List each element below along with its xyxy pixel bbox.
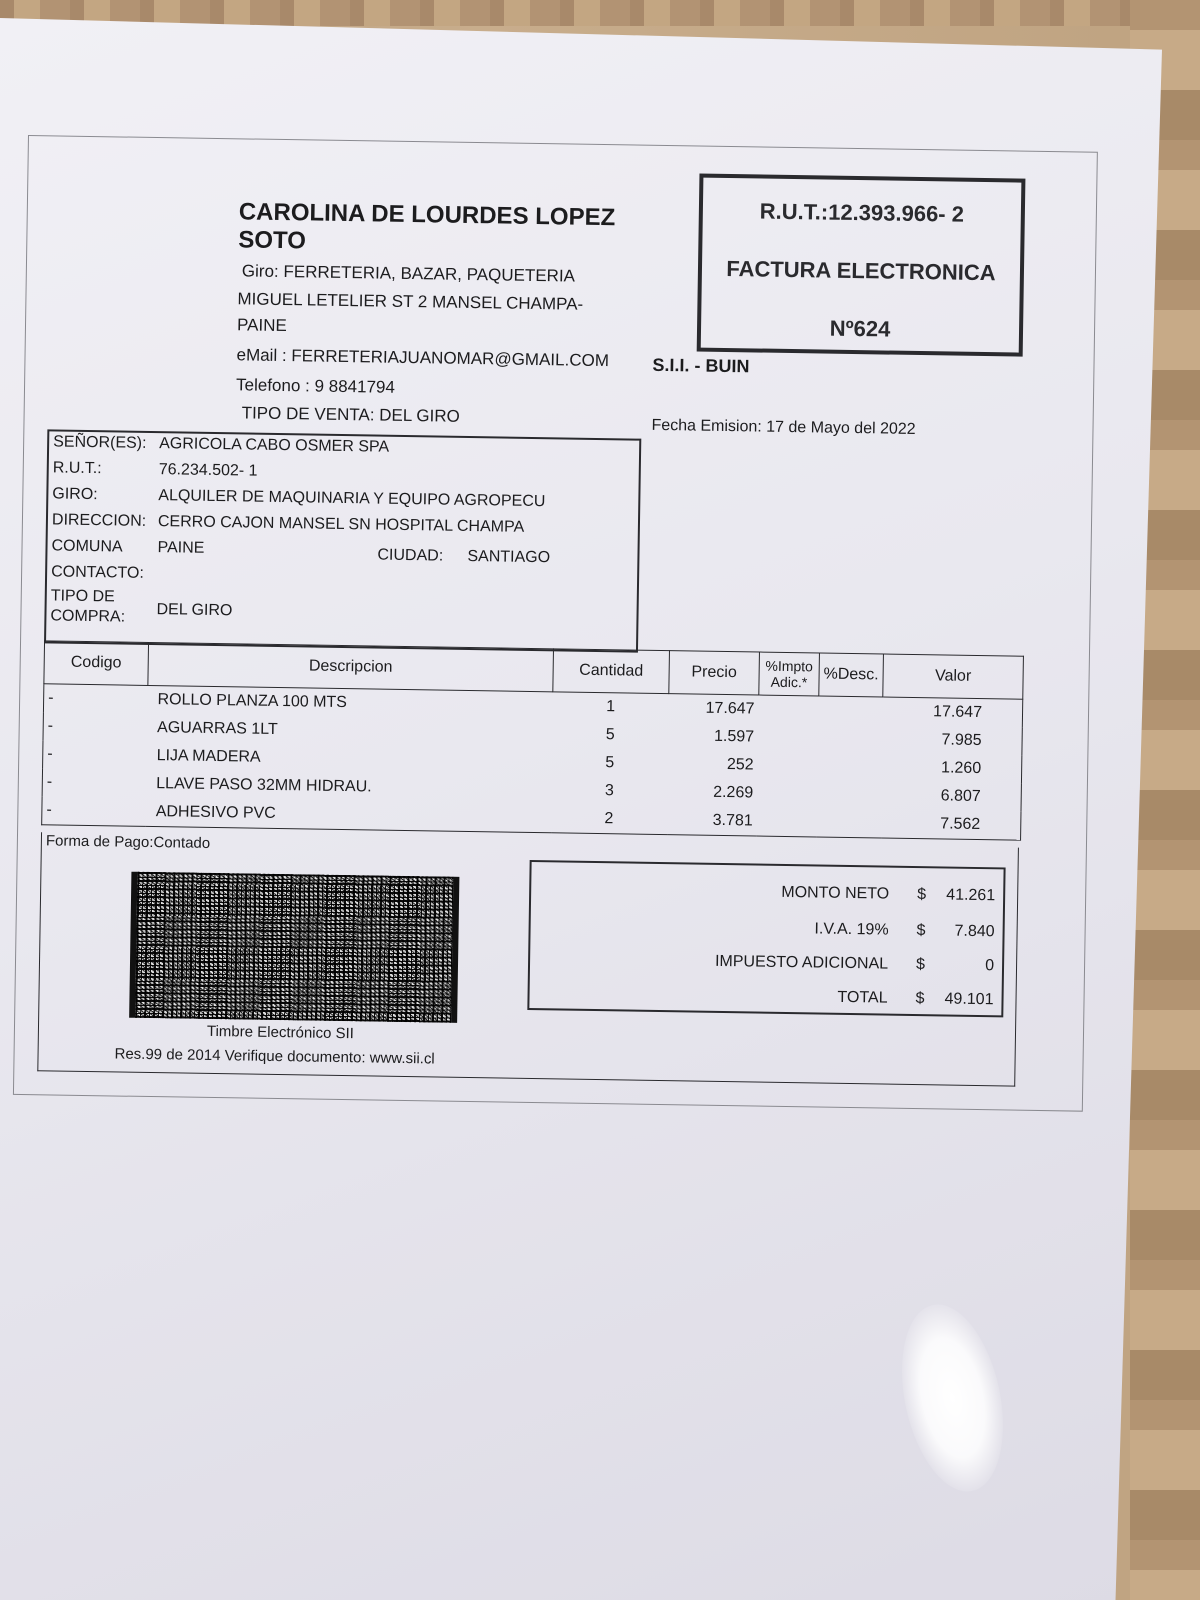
issuer-email: eMail : FERRETERIAJUANOMAR@GMAIL.COM xyxy=(236,345,610,371)
issuer-rut: R.U.T.:12.393.966- 2 xyxy=(759,198,965,227)
sii-box xyxy=(697,174,1026,357)
header-codigo: Codigo xyxy=(44,641,149,686)
header-impto-line2: Adic.* xyxy=(770,673,808,691)
cell-impto xyxy=(757,752,817,781)
cell-valor: 7.985 xyxy=(941,731,982,750)
client-senor-label: SEÑOR(ES): xyxy=(53,433,147,452)
cell-descripcion: AGUARRAS 1LT xyxy=(156,719,278,738)
issue-date: Fecha Emision: 17 de Mayo del 2022 xyxy=(651,416,916,438)
totals-box xyxy=(527,860,1005,1017)
cell-valor: 7.562 xyxy=(940,815,981,834)
header-impto-line1: %Impto xyxy=(765,657,814,675)
cell-cantidad: 1 xyxy=(606,698,616,716)
cell-precio: 252 xyxy=(726,756,754,774)
client-giro-label: GIRO: xyxy=(52,485,98,504)
header-impto xyxy=(759,652,820,696)
client-tipo-label-1: TIPO DE xyxy=(50,587,115,606)
client-tipo-value: DEL GIRO xyxy=(156,601,233,620)
cell-descripcion: ROLLO PLANZA 100 MTS xyxy=(157,691,348,712)
sale-type: TIPO DE VENTA: DEL GIRO xyxy=(241,403,460,426)
client-rut-label: R.U.T.: xyxy=(52,459,102,478)
cell-cantidad: 5 xyxy=(605,754,615,772)
cell-impto xyxy=(757,808,817,837)
cell-valor: 6.807 xyxy=(940,787,981,806)
cell-descripcion: ADHESIVO PVC xyxy=(155,803,276,822)
cell-precio: 3.781 xyxy=(712,811,753,830)
adicional-currency: $ xyxy=(915,956,926,974)
iva-value: 7.840 xyxy=(954,922,995,941)
neto-value: 41.261 xyxy=(946,886,996,905)
client-senor-value: AGRICOLA CABO OSMER SPA xyxy=(159,435,390,456)
cell-desc xyxy=(818,696,883,726)
client-comuna-label: COMUNA xyxy=(51,537,123,556)
cell-codigo: - xyxy=(48,689,54,707)
sii-office: S.I.I. - BUIN xyxy=(652,354,750,377)
cell-codigo: - xyxy=(46,801,52,819)
adicional-label: IMPUESTO ADICIONAL xyxy=(714,952,889,973)
cell-codigo: - xyxy=(47,717,54,735)
client-direccion-value: CERRO CAJON MANSEL SN HOSPITAL CHAMPA xyxy=(157,513,525,536)
cell-cantidad: 3 xyxy=(604,782,614,800)
forma-de-pago: Forma de Pago:Contado xyxy=(45,832,211,852)
client-comuna-value: PAINE xyxy=(157,539,205,557)
total-label: TOTAL xyxy=(837,988,888,1007)
issuer-giro: Giro: FERRETERIA, BAZAR, PAQUETERIA xyxy=(241,261,576,286)
client-rut-value: 76.234.502- 1 xyxy=(158,461,258,480)
client-ciudad-value: SANTIAGO xyxy=(467,547,551,567)
total-currency: $ xyxy=(915,990,925,1008)
document-number: Nº624 xyxy=(829,315,891,342)
cell-impto xyxy=(758,724,818,753)
timbre-resolution: Res.99 de 2014 Verifique documento: www.sii.cl xyxy=(114,1045,435,1068)
client-giro-value: ALQUILER DE MAQUINARIA Y EQUIPO AGROPECU xyxy=(158,487,546,511)
cell-desc xyxy=(818,724,883,753)
iva-currency: $ xyxy=(916,922,926,940)
cell-precio: 1.597 xyxy=(713,727,755,746)
cell-precio: 17.647 xyxy=(705,699,755,718)
header-desc: %Desc. xyxy=(819,653,884,697)
header-cantidad: Cantidad xyxy=(553,649,670,694)
issuer-address-line1: MIGUEL LETELIER ST 2 MANSEL CHAMPA- xyxy=(237,289,584,314)
wood-surface xyxy=(0,0,1200,26)
cell-impto xyxy=(757,780,817,809)
cell-cantidad: 2 xyxy=(604,810,614,828)
timbre-label: Timbre Electrónico SII xyxy=(206,1022,355,1043)
header-valor: Valor xyxy=(883,654,1024,699)
light-glare xyxy=(886,1295,1018,1501)
header-precio: Precio xyxy=(669,651,760,695)
adicional-value: 0 xyxy=(985,957,995,975)
cell-descripcion: LLAVE PASO 32MM HIDRAU. xyxy=(156,775,372,796)
client-contacto-label: CONTACTO: xyxy=(51,563,145,582)
iva-label: I.V.A. 19% xyxy=(814,920,889,939)
cell-precio: 2.269 xyxy=(713,783,754,802)
client-tipo-label-2: COMPRA: xyxy=(50,607,126,626)
client-box xyxy=(44,429,641,652)
pdf417-barcode xyxy=(129,872,459,1023)
neto-currency: $ xyxy=(917,886,927,904)
items-table xyxy=(41,640,1024,840)
cell-desc xyxy=(817,808,882,838)
cell-desc xyxy=(817,780,882,809)
neto-label: MONTO NETO xyxy=(781,883,890,903)
client-ciudad-label: CIUDAD: xyxy=(377,546,444,565)
cell-valor: 17.647 xyxy=(932,703,983,722)
issuer-phone: Telefono : 9 8841794 xyxy=(235,375,396,397)
payment-section xyxy=(37,832,1019,1086)
invoice-document xyxy=(13,135,1098,1112)
total-value: 49.101 xyxy=(944,990,994,1009)
cell-cantidad: 5 xyxy=(605,726,615,744)
issuer-name: CAROLINA DE LOURDES LOPEZ SOTO xyxy=(238,198,616,255)
cell-impto xyxy=(758,695,818,724)
document-type: FACTURA ELECTRONICA xyxy=(726,255,996,286)
client-direccion-label: DIRECCION: xyxy=(51,511,147,530)
cell-desc xyxy=(817,752,882,781)
cell-codigo: - xyxy=(47,745,53,763)
cell-codigo: - xyxy=(46,773,53,791)
cell-descripcion: LIJA MADERA xyxy=(156,747,261,766)
issuer-address-line2: PAINE xyxy=(236,315,287,336)
cell-valor: 1.260 xyxy=(940,759,982,778)
header-descripcion: Descripcion xyxy=(148,642,554,691)
